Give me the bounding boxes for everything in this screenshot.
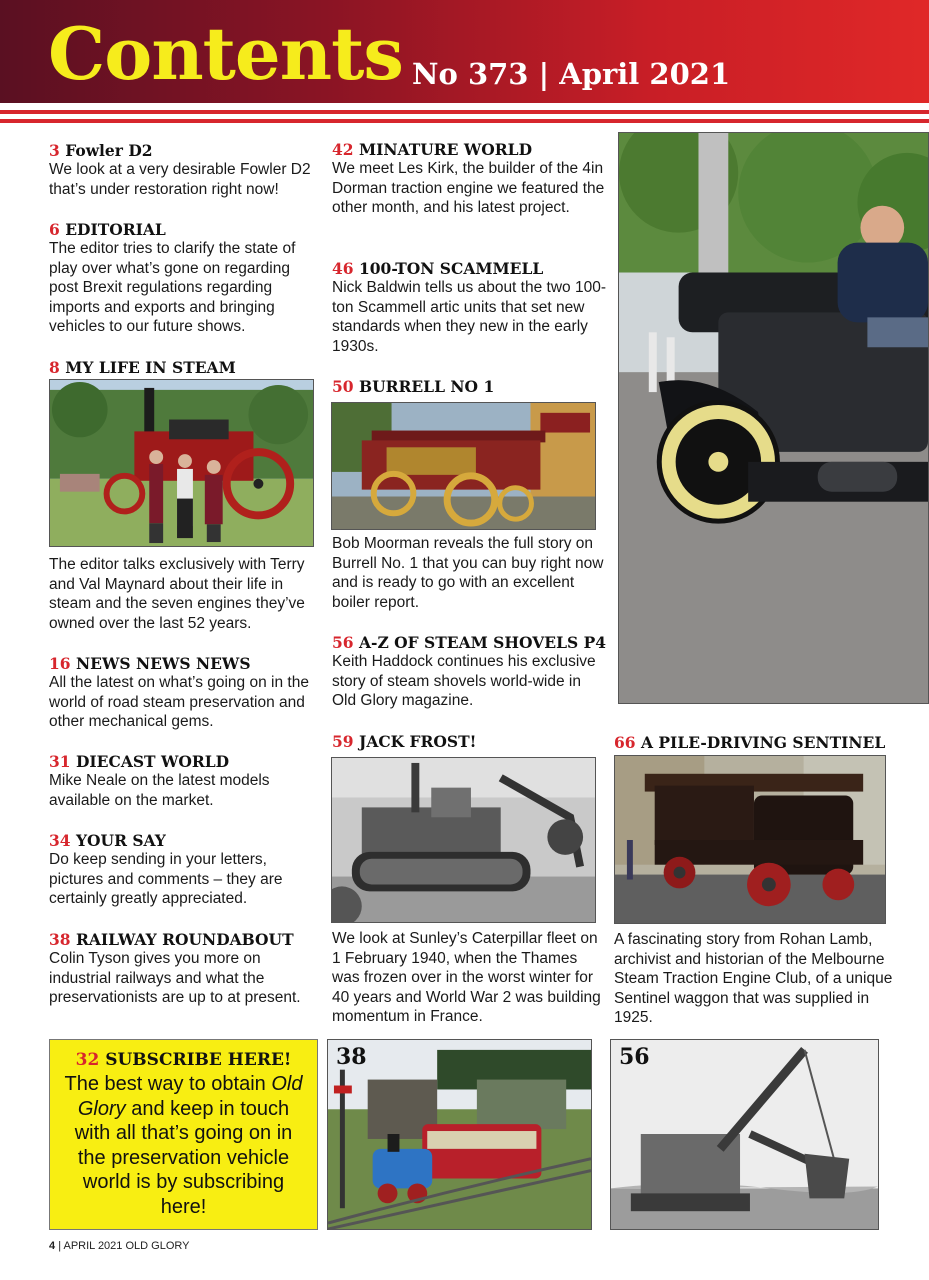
- article-46[interactable]: [332, 259, 607, 356]
- article-8-heading[interactable]: [49, 358, 319, 377]
- photo-page-number: 38: [336, 1044, 367, 1070]
- article-50-heading[interactable]: [332, 377, 607, 396]
- article-summary: We meet Les Kirk, the builder of the 4in Dorman traction engine we featured the other month, and his latest project.: [332, 160, 605, 217]
- article-title: BURRELL NO 1: [358, 377, 495, 396]
- article-heading: [49, 752, 319, 771]
- header-rule-top: [0, 110, 929, 114]
- article-title: A-Z OF STEAM SHOVELS P4: [358, 633, 607, 652]
- article-50: [332, 534, 607, 612]
- page-title: Contents: [48, 11, 403, 96]
- article-title: RAILWAY ROUNDABOUT: [75, 930, 294, 949]
- article-heading: [49, 141, 319, 160]
- article-heading: [49, 358, 319, 377]
- sentinel-waggon-photo[interactable]: [614, 755, 886, 924]
- article-31[interactable]: [49, 752, 319, 810]
- article-title: A PILE-DRIVING SENTINEL: [640, 733, 886, 752]
- article-page-number: 42: [332, 140, 354, 159]
- article-summary: Do keep sending in your letters, pictures and comments – they are certainly greatly appreciated.: [49, 851, 283, 908]
- footer-separator: |: [58, 1240, 62, 1252]
- article-59-heading[interactable]: [332, 732, 607, 751]
- article-title: NEWS NEWS NEWS: [75, 654, 251, 673]
- article-heading: [614, 733, 914, 752]
- subscribe-title[interactable]: SUBSCRIBE HERE!: [105, 1050, 292, 1070]
- article-summary: Keith Haddock continues his exclusive story of steam shovels world-wide in Old Glory magazine.: [332, 653, 596, 710]
- subscribe-text-after: and keep in touch with all that’s going on in the preservation vehicle world is by subscribing here!: [74, 1097, 293, 1218]
- article-summary: The editor talks exclusively with Terry and Val Maynard about their life in steam and the seven engines they’ve owned over the last 52 years.: [49, 556, 305, 632]
- article-8: [49, 555, 319, 633]
- article-summary: Colin Tyson gives you more on industrial railways and what the preservationists are up to at present.: [49, 950, 301, 1007]
- article-heading: [49, 930, 319, 949]
- issue-number: No 373 | April 2021: [412, 57, 731, 91]
- veteran-car-photo[interactable]: [618, 132, 929, 704]
- article-heading: [332, 633, 607, 652]
- folio-page-number: 4: [49, 1240, 56, 1252]
- steam-shovel-photo[interactable]: [610, 1039, 879, 1230]
- article-page-number: 34: [49, 831, 71, 850]
- article-66: [614, 930, 904, 1028]
- article-heading: [49, 220, 319, 239]
- footer-date: APRIL 2021: [63, 1240, 123, 1252]
- article-page-number: 38: [49, 930, 71, 949]
- article-heading: [49, 831, 319, 850]
- article-page-number: 56: [332, 633, 354, 652]
- article-summary: Mike Neale on the latest models available on the market.: [49, 772, 270, 809]
- article-title: 100-TON SCAMMELL: [358, 259, 544, 278]
- article-heading: [49, 654, 319, 673]
- article-heading: [332, 259, 607, 278]
- article-title: EDITORIAL: [65, 220, 166, 239]
- article-summary: We look at a very desirable Fowler D2 that’s under restoration right now!: [49, 161, 311, 198]
- article-page-number: 46: [332, 259, 354, 278]
- article-heading: [332, 140, 607, 159]
- footer-brand: OLD GLORY: [125, 1240, 190, 1252]
- photo-page-number: 56: [619, 1044, 650, 1070]
- article-summary: Nick Baldwin tells us about the two 100-ton Scammell artic units that set new standards when they new in the early 1930s.: [332, 279, 606, 355]
- article-title: DIECAST WORLD: [75, 752, 230, 771]
- article-3[interactable]: [49, 141, 319, 199]
- article-page-number: 3: [49, 141, 60, 160]
- article-6[interactable]: [49, 220, 319, 337]
- article-summary: Bob Moorman reveals the full story on Burrell No. 1 that you can buy right now and is ready to go with an excellent boiler report.: [332, 535, 604, 611]
- railway-photo[interactable]: [327, 1039, 592, 1230]
- article-34[interactable]: [49, 831, 319, 909]
- article-page-number: 31: [49, 752, 71, 771]
- article-page-number: 16: [49, 654, 71, 673]
- article-38[interactable]: [49, 930, 319, 1008]
- article-42[interactable]: [332, 140, 607, 218]
- header-rule-bottom: [0, 119, 929, 123]
- article-page-number: 50: [332, 377, 354, 396]
- article-summary: We look at Sunley’s Caterpillar fleet on 1 February 1940, when the Thames was frozen over in the worst winter for 40 years and World War 2 was building momentum in France.: [332, 930, 601, 1026]
- article-56[interactable]: [332, 633, 607, 711]
- page-header: [0, 0, 929, 103]
- article-66-heading[interactable]: [614, 733, 914, 752]
- article-summary: All the latest on what’s going on in the world of road steam preservation and other mechanical gems.: [49, 674, 309, 731]
- article-page-number: 59: [332, 732, 354, 751]
- article-page-number: 66: [614, 733, 636, 752]
- article-title: MINATURE WORLD: [358, 140, 533, 159]
- article-59: [332, 929, 607, 1027]
- article-title: JACK FROST!: [358, 732, 477, 751]
- traction-engine-photo[interactable]: [49, 379, 314, 547]
- subscribe-heading: [50, 1048, 317, 1072]
- article-title: YOUR SAY: [75, 831, 166, 850]
- subscribe-text: [50, 1072, 317, 1220]
- article-title: Fowler D2: [65, 141, 153, 160]
- article-page-number: 6: [49, 220, 60, 239]
- article-title: MY LIFE IN STEAM: [65, 358, 236, 377]
- article-summary: The editor tries to clarify the state of play over what’s gone on regarding post Brexit regulations regarding imports and exports and bringing vehicles to our future shows.: [49, 240, 296, 336]
- caterpillar-tractor-photo[interactable]: [331, 757, 596, 923]
- article-page-number: 8: [49, 358, 60, 377]
- burrell-showman-engine-photo[interactable]: [331, 402, 596, 530]
- subscribe-box[interactable]: [49, 1039, 318, 1230]
- magazine-name: Old Glory: [77, 1073, 303, 1120]
- subscribe-text-before: The best way to obtain: [64, 1073, 266, 1095]
- article-16[interactable]: [49, 654, 319, 732]
- subscribe-page-number: 32: [75, 1050, 100, 1070]
- page-footer: [49, 1239, 189, 1253]
- article-summary: A fascinating story from Rohan Lamb, archivist and historian of the Melbourne Steam Traction Engine Club, of a unique Sentinel waggon that was supplied in 1925.: [614, 931, 893, 1027]
- article-heading: [332, 377, 607, 396]
- article-heading: [332, 732, 607, 751]
